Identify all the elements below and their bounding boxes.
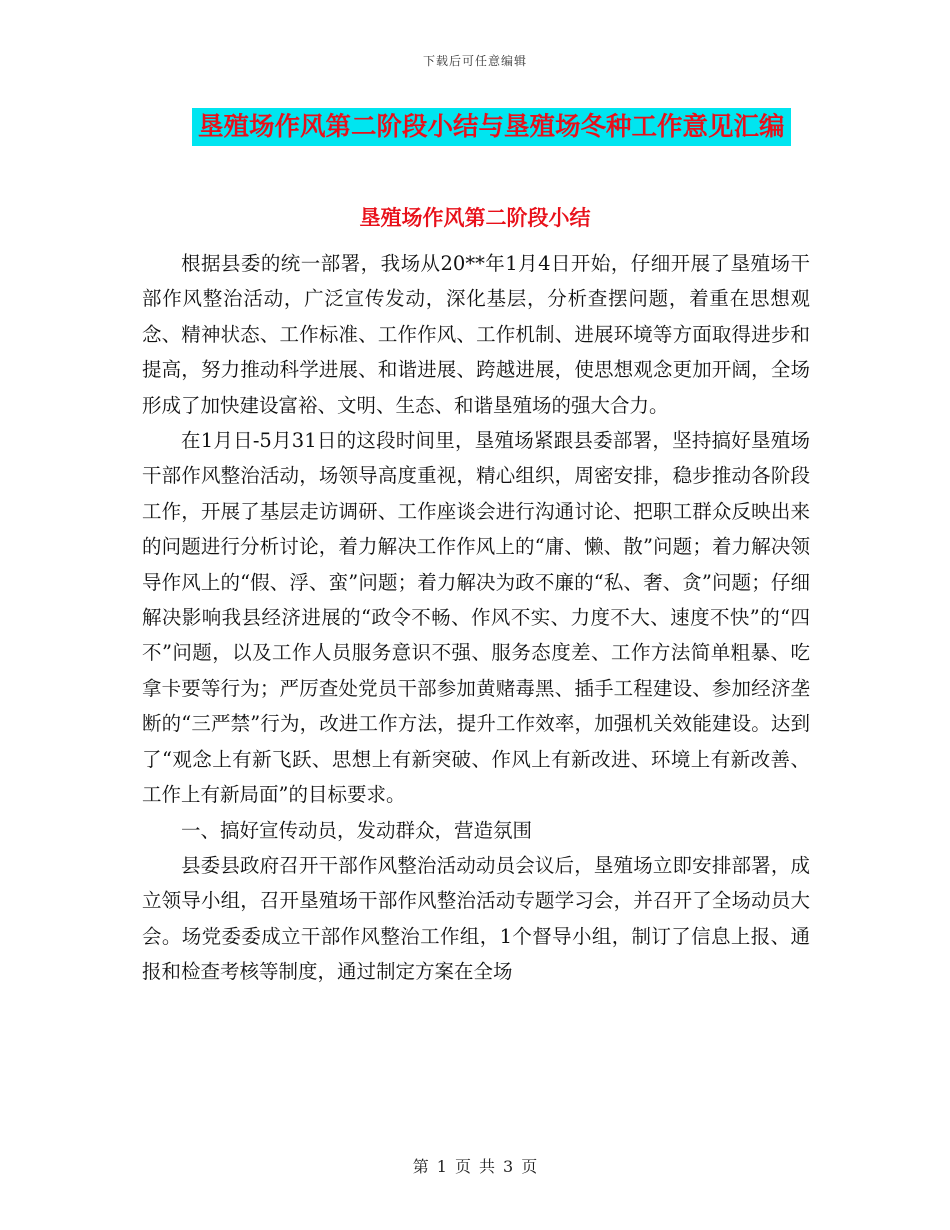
footer-suffix: 页 <box>521 1157 538 1176</box>
paragraph-heading-1: 一、搞好宣传动员，发动群众，营造氛围 <box>181 818 533 842</box>
document-body <box>142 246 810 990</box>
footer-page-number: 1 <box>436 1157 447 1176</box>
header-note: 下载后可任意编辑 <box>422 54 527 68</box>
footer-total-word: 共 <box>479 1157 496 1176</box>
footer-prefix: 第 <box>412 1157 429 1176</box>
paragraph-intro: 根据县委的统一部署，我场从20**年1月4日开始，仔细开展了垦殖场干部作风整治活动，广泛宣传发动，深化基层，分析查摆问题，着重在思想观念、精神状态、工作标准、工作作风、工作机制、进展环境等方面取得进步和提高，努力推动科学进展、和谐进展、跨越进展，使思想观念更加开阔，全场形成了加快建设富裕、文明、生态、和谐垦殖场的强大合力。 <box>142 252 810 417</box>
footer-page-word: 页 <box>454 1157 471 1176</box>
footer-total-pages: 3 <box>503 1157 514 1176</box>
document-main-title: 垦殖场作风第二阶段小结与垦殖场冬种工作意见汇编 <box>192 108 791 146</box>
paragraph-mobilization: 县委县政府召开干部作风整治活动动员会议后，垦殖场立即安排部署，成立领导小组，召开垦殖场干部作风整治活动专题学习会，并召开了全场动员大会。场党委委成立干部作风整治工作组，1个督导小组，制订了信息上报、通报和检查考核等制度，通过制定方案在全场 <box>142 853 810 984</box>
paragraph-period-summary: 在1月日-5月31日的这段时间里，垦殖场紧跟县委部署，坚持搞好垦殖场干部作风整治活动，场领导高度重视，精心组织，周密安排，稳步推动各阶段工作，开展了基层走访调研、工作座谈会进行沟通讨论、把职工群众反映出来的问题进行分析讨论，着力解决工作作风上的“庸、懒、散”问题；着力解决领导作风上的“假、浮、蛮”问题；着力解决为政不廉的“私、奢、贪”问题；仔细解决影响我县经济进展的“政令不畅、作风不实、力度不大、速度不快”的“四不”问题，以及工作人员服务意识不强、服务态度差、工作方法简单粗暴、吃拿卡要等行为；严厉查处党员干部参加黄赌毒黑、插手工程建设、参加经济垄断的“三严禁”行为，改进工作方法，提升工作效率，加强机关效能建设。达到了“观念上有新飞跃、思想上有新突破、作风上有新改进、环境上有新改善、工作上有新局面”的目标要求。 <box>142 429 810 807</box>
page-footer <box>0 1154 950 1177</box>
section-title: 垦殖场作风第二阶段小结 <box>359 206 591 230</box>
